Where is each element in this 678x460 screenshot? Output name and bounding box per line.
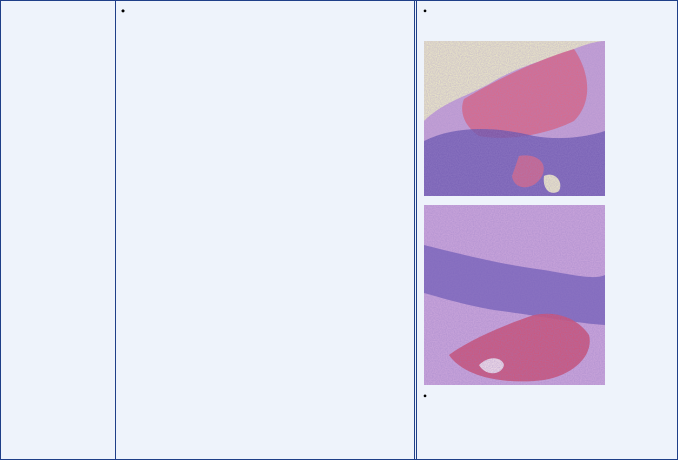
micrograph-top [424, 41, 605, 196]
micrograph-bottom [424, 205, 605, 385]
column-divider-double [414, 0, 417, 460]
histology-cell [420, 0, 676, 460]
column-divider [115, 0, 116, 460]
clinical-features-cell [118, 0, 414, 460]
disease-label [1, 0, 115, 460]
